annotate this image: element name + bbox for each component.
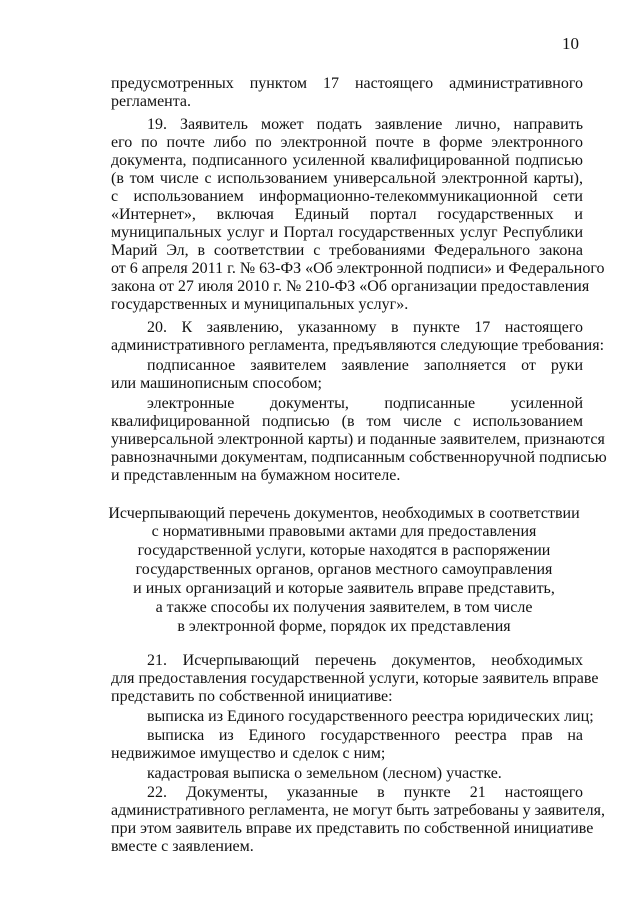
text-line: от 6 апреля 2011 г. № 63-ФЗ «Об электронной подписи» и Федерального (111, 260, 605, 277)
paragraph-19-start: 19. Заявитель может подать заявление лично, направить (147, 116, 583, 133)
section-heading-line: государственных органов, органов местного самоуправления (135, 561, 553, 578)
text-line: электронные документы, подписанные усиленной (147, 395, 583, 412)
text-line: равнозначными документам, подписанным собственноручной подписью (111, 449, 607, 466)
text-line: его по почте либо по электронной почте в форме электронного (111, 134, 583, 151)
section-heading-line: Исчерпывающий перечень документов, необходимых в соответствии (108, 505, 580, 522)
text-line: или машинописным способом; (111, 375, 322, 392)
paragraph-20-start: 20. К заявлению, указанному в пункте 17 настоящего (147, 319, 583, 336)
text-line: (в том числе с использованием универсальной электронной карты), (111, 170, 583, 187)
text-line: выписка из Единого государственного реестра юридических лиц; (147, 708, 594, 725)
section-heading-line: государственной услуги, которые находятся в распоряжении (137, 542, 551, 559)
paragraph-21-start: 21. Исчерпывающий перечень документов, необходимых (147, 652, 583, 669)
text-line: закона от 27 июля 2010 г. № 210-ФЗ «Об организации предоставления (111, 278, 590, 295)
text-line: недвижимое имущество и сделок с ним; (111, 745, 386, 762)
text-line: для предоставления государственной услуги, которые заявитель вправе (111, 670, 599, 687)
section-heading-line: а также способы их получения заявителем, в том числе (155, 599, 533, 616)
text-line: Марий Эл, в соответствии с требованиями Федерального закона (111, 242, 583, 259)
text-line: «Интернет», включая Единый портал государственных и (111, 206, 583, 223)
text-line: документа, подписанного усиленной квалифицированной подписью (111, 152, 583, 169)
text-line: квалифицированной подписью (в том числе с использованием (111, 413, 583, 430)
text-line: государственных и муниципальных услуг». (111, 296, 409, 313)
paragraph-22-start: 22. Документы, указанные в пункте 21 настоящего (147, 784, 583, 801)
text-line: с использованием информационно-телекоммуникационной сети (111, 188, 583, 205)
page-number: 10 (562, 34, 579, 53)
text-line: универсальной электронной карты) и поданные заявителем, признаются (111, 431, 605, 448)
text-line: при этом заявитель вправе их представить по собственной инициативе (111, 820, 594, 837)
text-line: подписанное заявителем заявление заполняется от руки (147, 357, 583, 374)
text-line: кадастровая выписка о земельном (лесном) участке. (147, 765, 502, 782)
text-line: административного регламента, предъявляются следующие требования: (111, 337, 605, 354)
text-line: административного регламента, не могут быть затребованы у заявителя, (111, 802, 605, 819)
text-line: муниципальных услуг и Портал государственных услуг Республики (111, 224, 583, 241)
text-line: и представленным на бумажном носителе. (111, 467, 401, 484)
section-heading-line: с нормативными правовыми актами для предоставления (151, 523, 537, 540)
text-line: представить по собственной инициативе: (111, 688, 393, 705)
text-line: предусмотренных пунктом 17 настоящего административного (111, 75, 583, 92)
text-line: вместе с заявлением. (111, 838, 254, 855)
text-line: регламента. (111, 93, 192, 110)
text-line: выписка из Единого государственного реестра прав на (147, 727, 583, 744)
section-heading-line: и иных организаций и которые заявитель вправе представить, (133, 580, 555, 597)
section-heading-line: в электронной форме, порядок их представления (177, 618, 511, 635)
